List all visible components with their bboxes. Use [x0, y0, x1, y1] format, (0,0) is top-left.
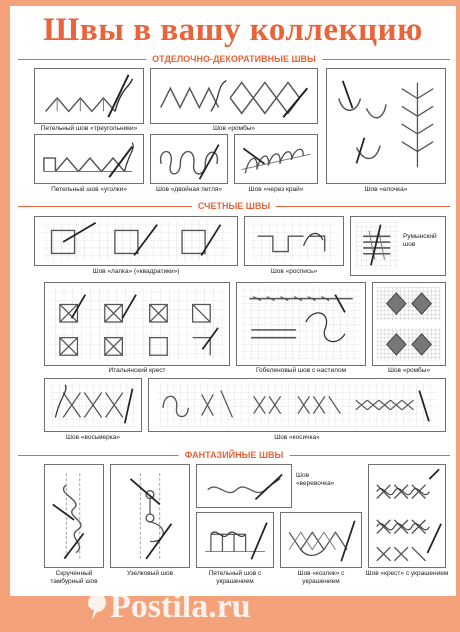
poster-page: [10, 6, 456, 596]
watermark: Postila.ru: [110, 588, 251, 625]
caption-rhombs-counted: Шов «ромбы»: [387, 367, 431, 374]
stitch-diagram-corners: [34, 134, 144, 184]
caption-tapestry: Гобеленовый шов с настилом: [255, 367, 347, 374]
section-decorative-label: ОТДЕЛОЧНО-ДЕКОРАТИВНЫЕ ШВЫ: [146, 52, 322, 66]
stitch-diagram-rhombs-counted: [372, 282, 446, 366]
section-fantasy: [18, 448, 450, 462]
stitch-diagram-triangles: [34, 68, 144, 124]
caption-double-loop: Шов «двойная петля»: [155, 186, 223, 193]
section-counted: [18, 199, 450, 213]
caption-buttonhole-decor: Петельный шов с украшением: [208, 570, 262, 585]
caption-rope: Шов «веревочка»: [296, 472, 335, 487]
caption-goat-decor: Шов «козлик» с украшением: [297, 570, 345, 585]
stitch-diagram-buttonhole-decor: [196, 512, 274, 568]
stitch-diagram-twisted-chain: [44, 464, 104, 568]
stitch-diagram-herringbone: [326, 68, 446, 184]
stitch-diagram-knot: [110, 464, 190, 568]
caption-braid: Шов «косичка»: [274, 434, 320, 441]
stitch-diagram-squares: [34, 216, 238, 266]
stitch-diagram-cross-decor: [368, 464, 446, 568]
caption-herringbone: Шов «елочка»: [364, 186, 408, 193]
caption-knot: Узелковый шов: [126, 570, 174, 577]
stitch-diagram-painting: [244, 216, 344, 266]
stitch-diagram-italian-cross: [44, 282, 230, 366]
stitch-diagram-braid: [148, 378, 446, 432]
stitch-diagram-over-edge: [234, 134, 318, 184]
stitch-diagram-figure-eight: [44, 378, 142, 432]
stitch-diagram-rhombs: [150, 68, 318, 124]
section-fantasy-label: ФАНТАЗИЙНЫЕ ШВЫ: [179, 448, 290, 462]
stitch-diagram-double-loop: [150, 134, 228, 184]
caption-corners: Петельный шов «уголки»: [51, 186, 127, 193]
stitch-diagram-romanian: [350, 216, 446, 276]
stitch-diagram-rope: [196, 464, 292, 508]
stitch-diagram-tapestry: [236, 282, 366, 366]
section-counted-label: СЧЕТНЫЕ ШВЫ: [192, 199, 276, 213]
caption-triangles: Петельный шов «треугольники»: [40, 125, 138, 132]
stitch-diagram-goat-decor: [280, 512, 362, 568]
pin-icon: [86, 592, 108, 622]
caption-italian-cross: Итальянский крест: [108, 367, 166, 374]
page-title: Швы в вашу коллекцию: [43, 12, 423, 48]
caption-figure-eight: Шов «восьмерка»: [66, 434, 120, 441]
section-decorative: [18, 52, 450, 66]
caption-rhombs-top: Шов «ромбы»: [212, 125, 256, 132]
caption-over-edge: Шов «через край»: [248, 186, 304, 193]
caption-cross-decor: Шов «крест» с украшением: [365, 570, 449, 577]
caption-twisted-chain: Скрученный тамбурный шов: [50, 570, 98, 585]
caption-squares: Шов «лапка» («квадратики»): [92, 268, 180, 275]
caption-romanian: Румынский шов: [403, 233, 437, 248]
caption-painting: Шов «роспись»: [270, 268, 318, 275]
